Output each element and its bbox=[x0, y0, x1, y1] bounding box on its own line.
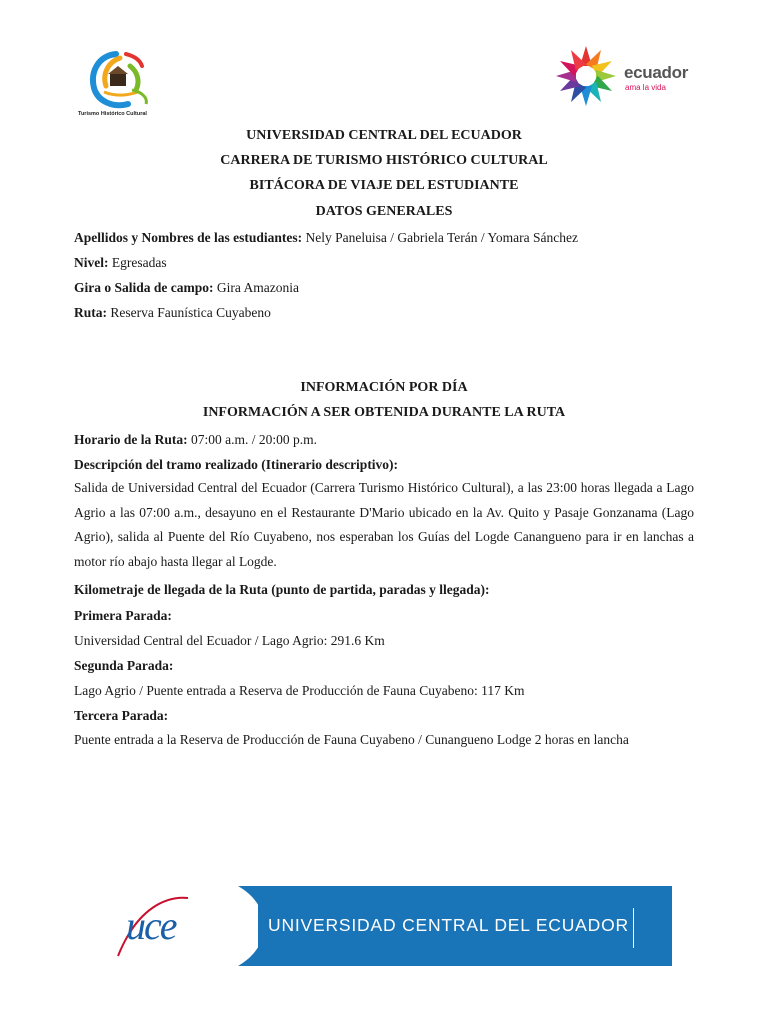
section-general-data-title: DATOS GENERALES bbox=[315, 204, 453, 219]
level-value: Egresadas bbox=[111, 255, 167, 270]
turismo-logo-caption: Turismo Histórico Cultural bbox=[78, 111, 147, 117]
route-info-title: INFORMACIÓN A SER OBTENIDA DURANTE LA RUTA bbox=[202, 405, 566, 420]
trip-row bbox=[74, 279, 694, 296]
mileage-label-row bbox=[74, 581, 694, 598]
description-label: Descripción del tramo realizado (Itinerario descriptivo): bbox=[74, 457, 399, 472]
level-label: Nivel: bbox=[74, 255, 109, 270]
stop2-value: Lago Agrio / Puente entrada a Reserva de Producción de Fauna Cuyabeno: 117 Km bbox=[74, 683, 525, 698]
stop1-label: Primera Parada: bbox=[74, 608, 172, 623]
itinerary-paragraph: Salida de Universidad Central del Ecuador (Carrera Turismo Histórico Cultural), a las 23:00 horas llegada a Lago Agrio a las 07:00 a.m., desayuno en el Restaurante D'Mario ubicado en la Av. Quito y Pasaje Gonzanama (Lago Agrio), salida al Puente del Río Cuyabeno, nos esperaban los Guías del Logde Canangueno para ir en lanchas a motor río abajo hasta llegar al Logde. bbox=[74, 480, 694, 569]
stop3-label: Tercera Parada: bbox=[74, 708, 169, 723]
description-label-row bbox=[74, 456, 694, 473]
schedule-row bbox=[74, 431, 694, 448]
mileage-label: Kilometraje de llegada de la Ruta (punto de partida, paradas y llegada): bbox=[74, 582, 490, 597]
route-label: Ruta: bbox=[74, 305, 107, 320]
schedule-label: Horario de la Ruta: bbox=[74, 432, 188, 447]
stop1-value: Universidad Central del Ecuador / Lago Agrio: 291.6 Km bbox=[74, 633, 385, 648]
stop3-label-row bbox=[74, 707, 694, 724]
students-row bbox=[74, 229, 694, 246]
stop1-label-row bbox=[74, 607, 694, 624]
students-value: Nely Paneluisa / Gabriela Terán / Yomara Sánchez bbox=[305, 230, 579, 245]
ecuador-slogan: ama la vida bbox=[625, 83, 666, 92]
route-value: Reserva Faunística Cuyabeno bbox=[110, 305, 271, 320]
stop2-label-row bbox=[74, 657, 694, 674]
stop2-label: Segunda Parada: bbox=[74, 658, 174, 673]
banner-title: UNIVERSIDAD CENTRAL DEL ECUADOR bbox=[268, 915, 629, 935]
university-heading: UNIVERSIDAD CENTRAL DEL ECUADOR bbox=[246, 128, 522, 143]
document-title: BITÁCORA DE VIAJE DEL ESTUDIANTE bbox=[249, 178, 519, 193]
career-heading: CARRERA DE TURISMO HISTÓRICO CULTURAL bbox=[220, 153, 548, 168]
trip-value: Gira Amazonia bbox=[216, 280, 299, 295]
schedule-value: 07:00 a.m. / 20:00 p.m. bbox=[191, 432, 317, 447]
students-label: Apellidos y Nombres de las estudiantes: bbox=[74, 230, 303, 245]
uce-logo-text: uce bbox=[126, 903, 176, 948]
trip-label: Gira o Salida de campo: bbox=[74, 280, 214, 295]
banner-divider bbox=[633, 908, 634, 948]
stop3-value: Puente entrada a la Reserva de Producción de Fauna Cuyabeno / Cunangueno Lodge 2 horas en lancha bbox=[74, 732, 629, 747]
turismo-logo bbox=[74, 50, 174, 122]
uce-footer-banner bbox=[98, 886, 672, 966]
daily-info-title: INFORMACIÓN POR DÍA bbox=[300, 380, 468, 395]
ecuador-wordmark: ecuador bbox=[624, 63, 689, 82]
level-row bbox=[74, 254, 694, 271]
ecuador-rainbow-flower-icon bbox=[552, 42, 620, 110]
route-row bbox=[74, 304, 694, 321]
turismo-emblem-icon bbox=[86, 50, 154, 110]
ecuador-ama-la-vida-logo bbox=[552, 42, 697, 110]
